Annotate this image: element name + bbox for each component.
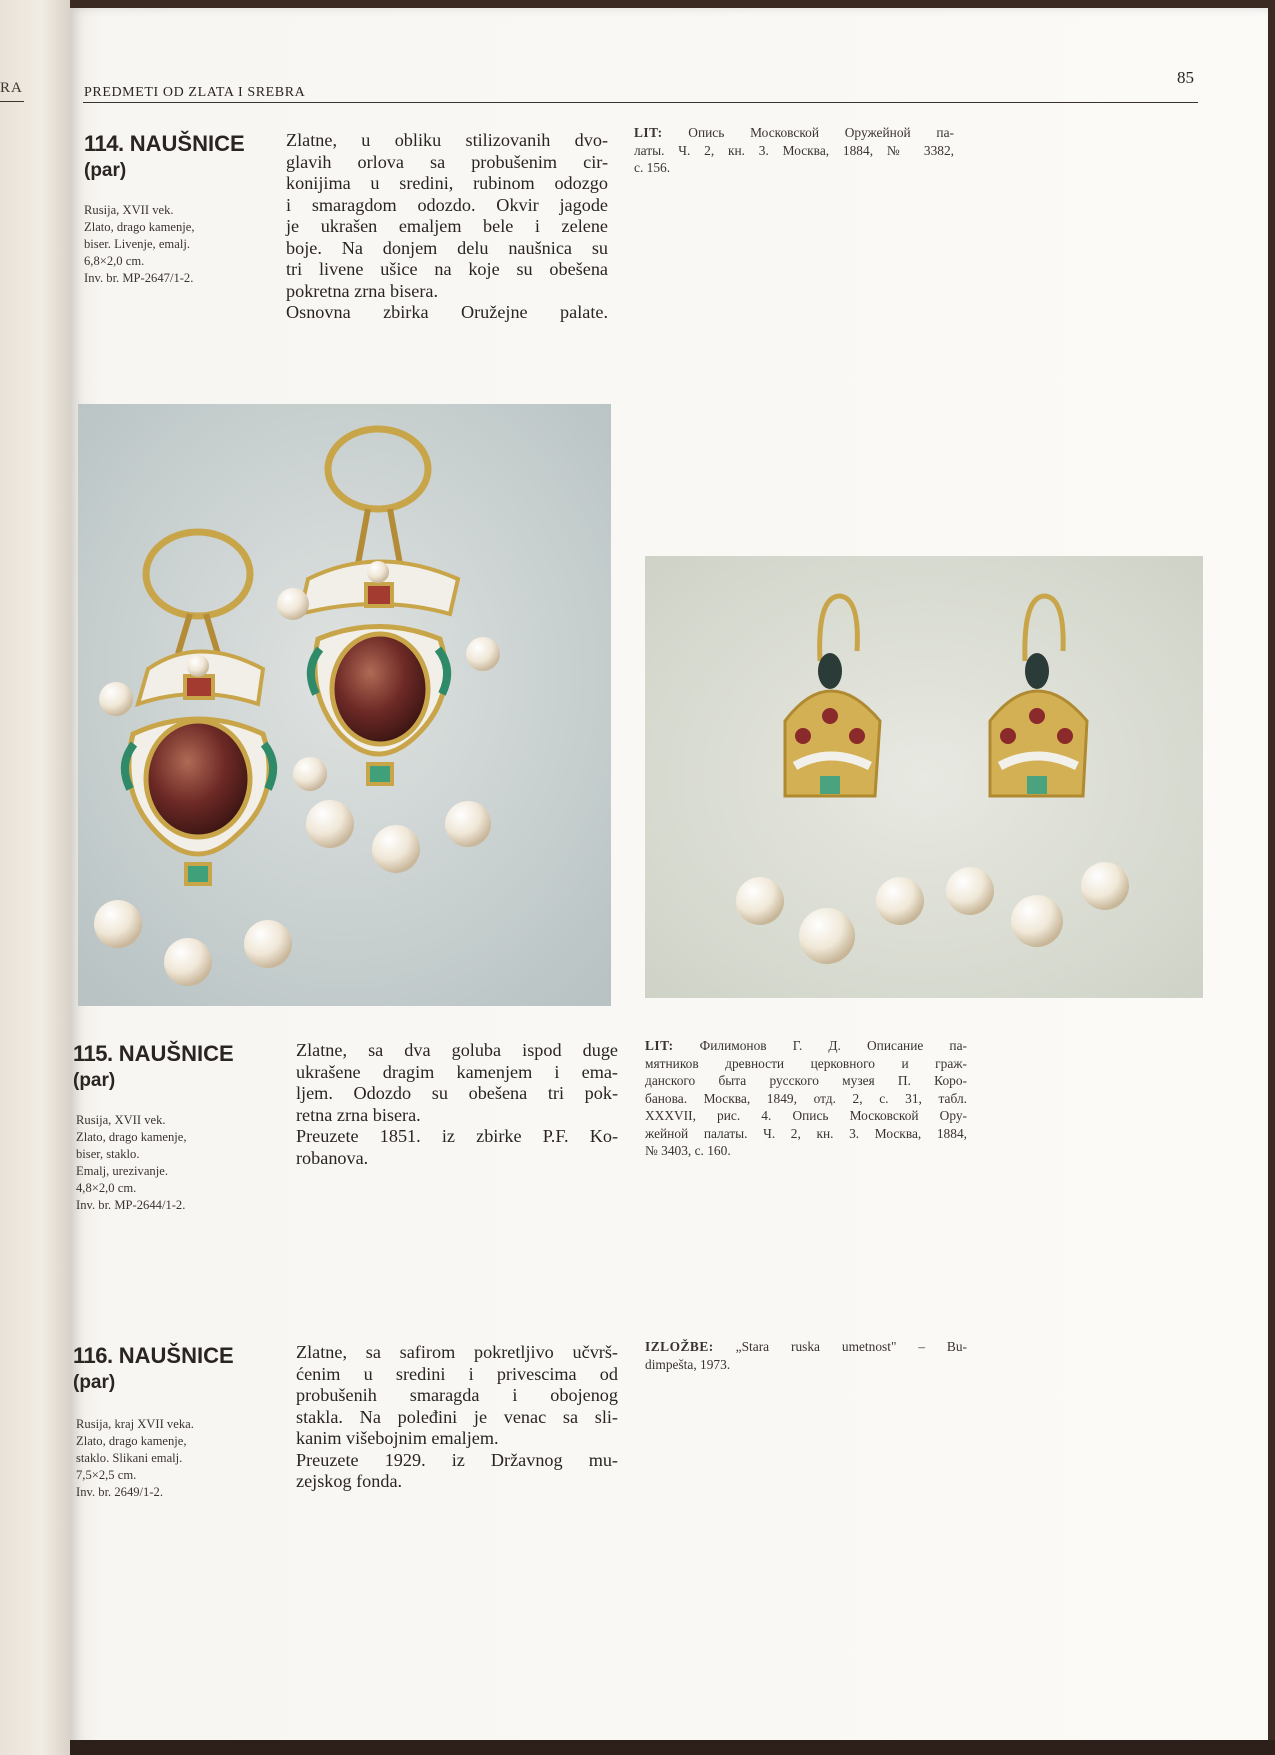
- meta-line: 7,5×2,5 cm.: [76, 1468, 137, 1482]
- description-line: Zlatne, u obliku stilizovanih dvo-: [286, 130, 608, 150]
- entry-name: NAUŠNICE: [118, 1343, 234, 1368]
- meta-line: Emalj, urezivanje.: [76, 1164, 168, 1178]
- running-header: PREDMETI OD ZLATA I SREBRA: [84, 85, 306, 100]
- description-line: je ukrašen emaljem bele i zelene: [286, 216, 608, 236]
- description-line: robanova.: [296, 1147, 369, 1168]
- lit-line: № 3403, с. 160.: [645, 1143, 731, 1158]
- exhibition-line: dimpešta, 1973.: [645, 1356, 731, 1372]
- entry-116-heading: [73, 1342, 234, 1396]
- description-line: kanim višebojnim emaljem.: [296, 1428, 499, 1448]
- header-rule: [83, 102, 1198, 103]
- entry-name: NAUŠNICE: [129, 131, 245, 156]
- entry-115-description: [296, 1040, 618, 1169]
- meta-line: staklo. Slikani emalj.: [76, 1451, 183, 1465]
- entry-name: NAUŠNICE: [118, 1041, 234, 1066]
- lit-label: LIT:: [645, 1038, 674, 1053]
- lit-label: LIT:: [634, 125, 663, 140]
- meta-line: Inv. br. 2649/1-2.: [76, 1485, 163, 1499]
- meta-line: biser. Livenje, emalj.: [84, 237, 190, 251]
- entry-number: 116.: [73, 1343, 113, 1368]
- lit-line: данского быта русского музея П. Коро-: [645, 1073, 967, 1088]
- entry-subtitle: (par): [84, 160, 127, 181]
- entry-114-literature: [634, 124, 954, 177]
- exhibition-line: „Stara ruska umetnost" – Bu-: [735, 1339, 967, 1354]
- description-line: konijima u sredini, rubinom odozgo: [286, 173, 608, 193]
- entry-115-meta: [76, 1112, 276, 1214]
- entry-number: 114.: [84, 131, 124, 156]
- earrings-115-photo: [645, 556, 1203, 998]
- description-line: Preuzete 1929. iz Državnog mu-: [296, 1449, 618, 1470]
- lit-line: Филимонов Г. Д. Описание па-: [699, 1038, 967, 1053]
- description-line: boje. Na donjem delu naušnica su: [286, 237, 608, 258]
- description-line: pokretna zrna bisera.: [286, 280, 438, 301]
- description-line: glavih orlova sa probušenim cir-: [286, 151, 608, 172]
- meta-line: Zlato, drago kamenje,: [76, 1434, 187, 1448]
- lit-line: мятников древности церковного и граж-: [645, 1055, 967, 1071]
- entry-116-exhibitions: [645, 1338, 967, 1373]
- entry-116-description: [296, 1342, 618, 1493]
- description-line: Zlatne, sa dva goluba ispod duge: [296, 1040, 618, 1060]
- description-line: Zlatne, sa safirom pokretljivo učvrš-: [296, 1342, 618, 1362]
- page-number: 85: [1177, 68, 1194, 87]
- description-line: tri livene ušice na koje su obešena: [286, 259, 608, 279]
- meta-line: biser, staklo.: [76, 1147, 140, 1161]
- lit-line: жейной палаты. Ч. 2, кн. 3. Москва, 1884,: [645, 1125, 967, 1141]
- entry-114-heading: [84, 130, 245, 184]
- entry-114-description: [286, 130, 608, 324]
- left-page-edge: [0, 0, 70, 1755]
- entry-114-meta: [84, 202, 274, 287]
- lit-line: XXXVII, рис. 4. Опись Московской Ору-: [645, 1108, 967, 1123]
- left-page-fragment: RA: [0, 80, 23, 96]
- description-line: stakla. Na poleđini je venac sa sli-: [296, 1406, 618, 1427]
- entry-116-meta: [76, 1416, 276, 1501]
- earrings-114-photo: [78, 404, 611, 1006]
- description-line: Preuzete 1851. iz zbirke P.F. Ko-: [296, 1126, 618, 1146]
- lit-line: с. 156.: [634, 160, 671, 175]
- meta-line: Inv. br. MP-2647/1-2.: [84, 271, 194, 285]
- meta-line: Rusija, kraj XVII veka.: [76, 1417, 194, 1431]
- description-line: zejskog fonda.: [296, 1471, 403, 1491]
- description-line: i smaragdom odozdo. Okvir jagode: [286, 194, 608, 215]
- meta-line: Rusija, XVII vek.: [84, 203, 174, 217]
- entry-115-heading: [73, 1040, 234, 1094]
- lit-line: латы. Ч. 2, кн. 3. Москва, 1884, № 3382,: [634, 142, 954, 158]
- meta-line: Rusija, XVII vek.: [76, 1113, 166, 1127]
- description-line: ćenim u sredini i privescima od: [296, 1363, 618, 1384]
- entry-subtitle: (par): [73, 1372, 116, 1393]
- meta-line: Zlato, drago kamenje,: [76, 1130, 187, 1144]
- exhibition-label: IZLOŽBE:: [645, 1339, 714, 1354]
- meta-line: 6,8×2,0 cm.: [84, 254, 145, 268]
- entry-115-literature: [645, 1037, 967, 1160]
- meta-line: 4,8×2,0 cm.: [76, 1181, 137, 1195]
- description-line: retna zrna bisera.: [296, 1104, 421, 1125]
- meta-line: Inv. br. MP-2644/1-2.: [76, 1198, 186, 1212]
- entry-number: 115.: [73, 1041, 113, 1066]
- page-shadow: [70, 1740, 1275, 1755]
- description-line: probušenih smaragda i obojenog: [296, 1385, 618, 1405]
- description-line: Osnovna zbirka Oružejne palate.: [286, 302, 608, 322]
- left-page-rule: [0, 101, 24, 102]
- lit-line: банова. Москва, 1849, отд. 2, с. 31, табл.: [645, 1090, 967, 1106]
- description-line: ljem. Odozdo su obešena tri pok-: [296, 1083, 618, 1103]
- meta-line: Zlato, drago kamenje,: [84, 220, 195, 234]
- description-line: ukrašene dragim kamenjem i ema-: [296, 1061, 618, 1082]
- entry-subtitle: (par): [73, 1070, 116, 1091]
- lit-line: Опись Московской Оружейной па-: [688, 125, 954, 140]
